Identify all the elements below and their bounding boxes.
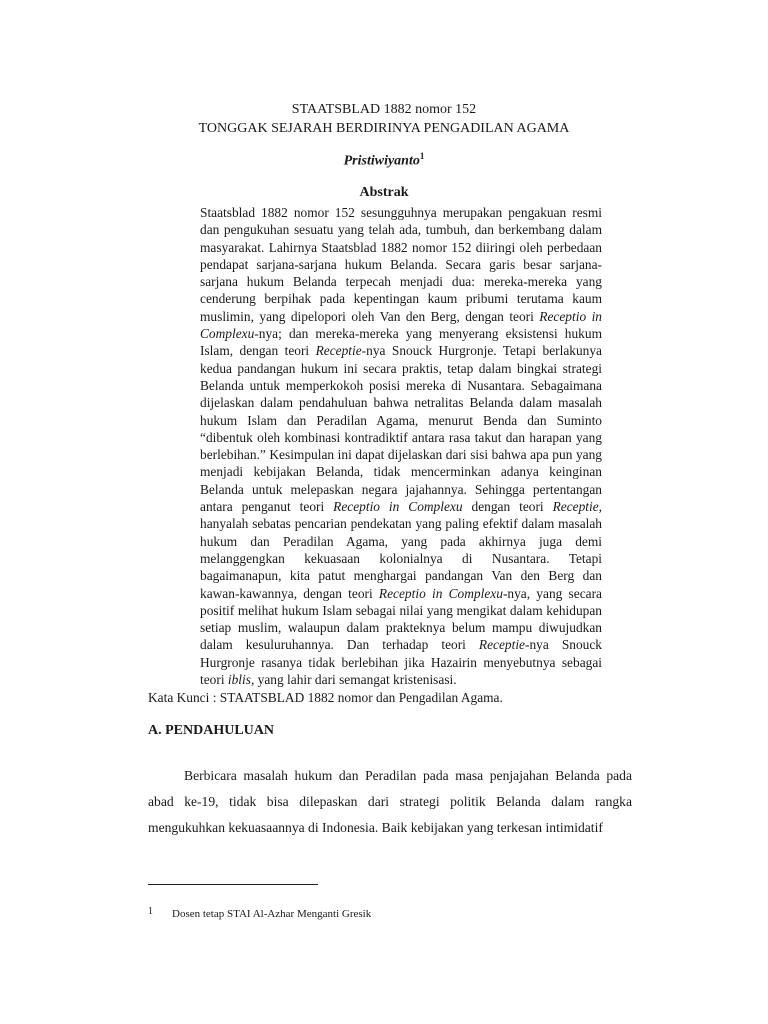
abstract-heading: Abstrak xyxy=(359,185,409,200)
term-receptie: Receptie xyxy=(315,343,362,359)
term-iblis: iblis xyxy=(227,672,251,688)
paper-title-line1: STAATSBLAD 1882 nomor 152 xyxy=(291,102,477,117)
abstract-body: Staatsblad 1882 nomor 152 sesungguhnya merupakan pengakuan resmi dan pengukuhan sesuatu yang telah ada, tumbuh, dan berkembang dalam masyarakat. Lahirnya Staatsblad 1882 nomor 152 diiringi oleh perbedaan pendapat sarjana-sarjana hukum Belanda. Secara garis besar sarjana-sarjana hukum Belanda terpecah menjadi dua: mereka-mereka yang cenderung berpihak pada kepentingan kaum pribumi terutama kaum muslimin, yang dipelopori oleh Van den Berg, dengan teori Receptio in Complexu-nya; dan mereka-mereka yang menyerang eksistensi hukum Islam, dengan teori Receptie-nya Snouck Hurgronje. Tetapi berlakunya kedua pandangan hukum ini secara praktis, tetap dalam bingkai strategi Belanda untuk memperkokoh posisi mereka di Nusantara. Sebagaimana dijelaskan dalam pendahuluan bahwa netralitas Belanda dalam masalah hukum Islam dan Peradilan Agama, menurut Benda dan Suminto “dibentuk oleh kombinasi kontradiktif antara rasa takut dan harapan yang berlebihan.” Kesimpulan ini dapat dijelaskan dari sisi bahwa apa pun yang menjadi kebijakan Belanda, tidak mencerminkan adanya keinginan Belanda untuk melepaskan negara jajahannya. Sehingga pertentangan antara penganut teori Receptio in Complexu dengan teori Receptie, hanyalah sebatas pencarian pendekatan yang paling efektif dalam masalah hukum dan Peradilan Agama, yang pada akhirnya juga demi melanggengkan kekuasaan kolonialnya di Nusantara. Tetapi bagaimanapun, kita patut menghargai pandangan Van den Berg dan kawan-kawannya, dengan teori Receptio in Complexu-nya, yang secara positif melihat hukum Islam sebagai nilai yang mengikat dalam kehidupan setiap muslim, walaupun dalam prakteknya belum mampu diwujudkan dalam kesuluruhannya. Dan terhadap teori Receptie-nya Snouck Hurgronje rasanya tidak berlebihan jika Hazairin menyebutnya sebagai teori iblis, yang lahir dari semangat kristenisasi. xyxy=(200,205,603,688)
footnote xyxy=(148,905,371,921)
term-receptie: Receptie, xyxy=(552,499,603,515)
footnote-divider xyxy=(148,884,318,885)
paper-title-line2: TONGGAK SEJARAH BERDIRINYA PENGADILAN AGAMA xyxy=(198,121,570,136)
term-receptio: Receptio in Complexu xyxy=(200,308,602,342)
author-name-text: Pristiwiyanto xyxy=(343,153,420,169)
footnote-text: Dosen tetap STAI Al-Azhar Menganti Gresik xyxy=(172,908,372,920)
term-receptio: Receptio in Complexu xyxy=(378,585,503,601)
author-footnote-mark: 1 xyxy=(419,151,425,161)
term-receptie: Receptie xyxy=(478,637,525,653)
term-receptio: Receptio in Complexu xyxy=(333,499,463,515)
section-heading: A. PENDAHULUAN xyxy=(148,723,274,738)
intro-paragraph: Berbicara masalah hukum dan Peradilan pada masa penjajahan Belanda pada abad ke-19, tidak bisa dilepaskan dari strategi politik Belanda dalam rangka mengukuhkan kekuasaannya di Indonesia. Baik kebijakan yang terkesan intimidatif xyxy=(148,768,632,835)
footnote-mark: 1 xyxy=(148,906,153,917)
keywords: Kata Kunci : STAATSBLAD 1882 nomor dan Pengadilan Agama. xyxy=(148,690,503,705)
author-name xyxy=(0,151,768,170)
